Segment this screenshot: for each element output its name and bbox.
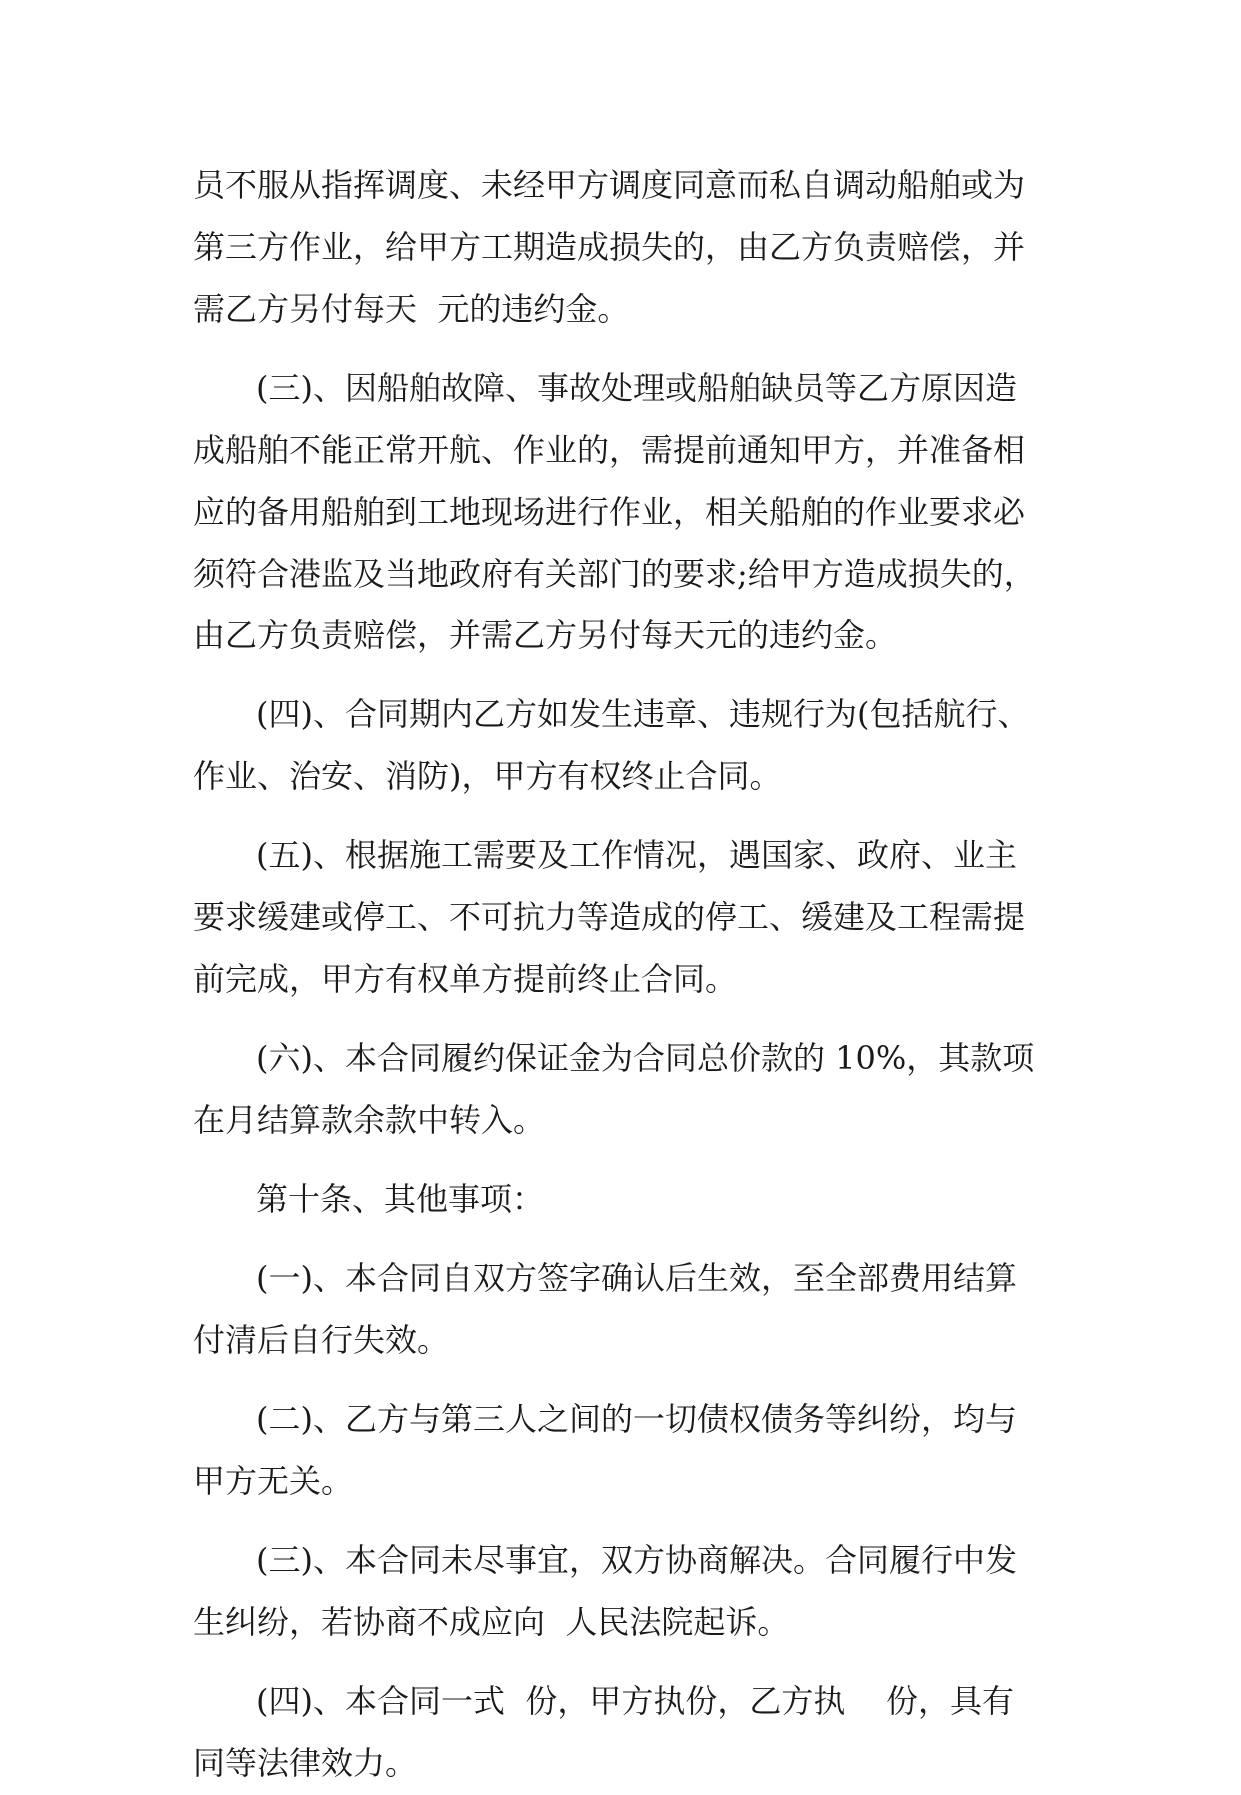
paragraph-line: 需乙方另付每天 元的违约金。 [193,290,630,328]
paragraph-line: 同等法律效力。 [193,1744,418,1782]
paragraph-line: 甲方无关。 [193,1462,354,1500]
article-10-clause-4-line: (四)、本合同一式 份，甲方执份，乙方执 份，具有 [256,1682,1015,1720]
paragraph-line: 在月结算款余款中转入。 [193,1101,546,1139]
clause-5-line: (五)、根据施工需要及工作情况，遇国家、政府、业主 [256,836,1017,874]
paragraph-line: 第三方作业，给甲方工期造成损失的，由乙方负责赔偿，并 [193,228,1026,266]
paragraph-line: 付清后自行失效。 [193,1321,450,1359]
paragraph-line: 生纠纷，若协商不成应向 人民法院起诉。 [193,1603,790,1641]
paragraph-line: 成船舶不能正常开航、作业的，需提前通知甲方，并准备相 [193,431,1026,469]
article-10-clause-3-line: (三)、本合同未尽事宜，双方协商解决。合同履行中发 [256,1541,1017,1579]
article-10-heading: 第十条、其他事项： [256,1180,545,1218]
paragraph-line: 要求缓建或停工、不可抗力等造成的停工、缓建及工程需提 [193,898,1026,936]
paragraph-line: 应的备用船舶到工地现场进行作业，相关船舶的作业要求必 [193,493,1026,531]
article-10-clause-1-line: (一)、本合同自双方签字确认后生效，至全部费用结算 [256,1259,1017,1297]
clause-4-line: (四)、合同期内乙方如发生违章、违规行为(包括航行、 [256,695,1030,733]
paragraph-line: 须符合港监及当地政府有关部门的要求;给甲方造成损失的， [193,555,1036,593]
paragraph-line: 前完成，甲方有权单方提前终止合同。 [193,960,738,998]
clause-3-line: (三)、因船舶故障、事故处理或船舶缺员等乙方原因造 [256,369,1017,407]
article-10-clause-2-line: (二)、乙方与第三人之间的一切债权债务等纠纷，均与 [256,1400,1017,1438]
paragraph-line: 由乙方负责赔偿，并需乙方另付每天元的违约金。 [193,616,898,654]
clause-6-line: (六)、本合同履约保证金为合同总价款的 10%，其款项 [256,1039,1035,1077]
paragraph-line: 员不服从指挥调度、未经甲方调度同意而私自调动船舶或为 [193,166,1026,204]
paragraph-line: 作业、治安、消防)，甲方有权终止合同。 [193,757,782,795]
